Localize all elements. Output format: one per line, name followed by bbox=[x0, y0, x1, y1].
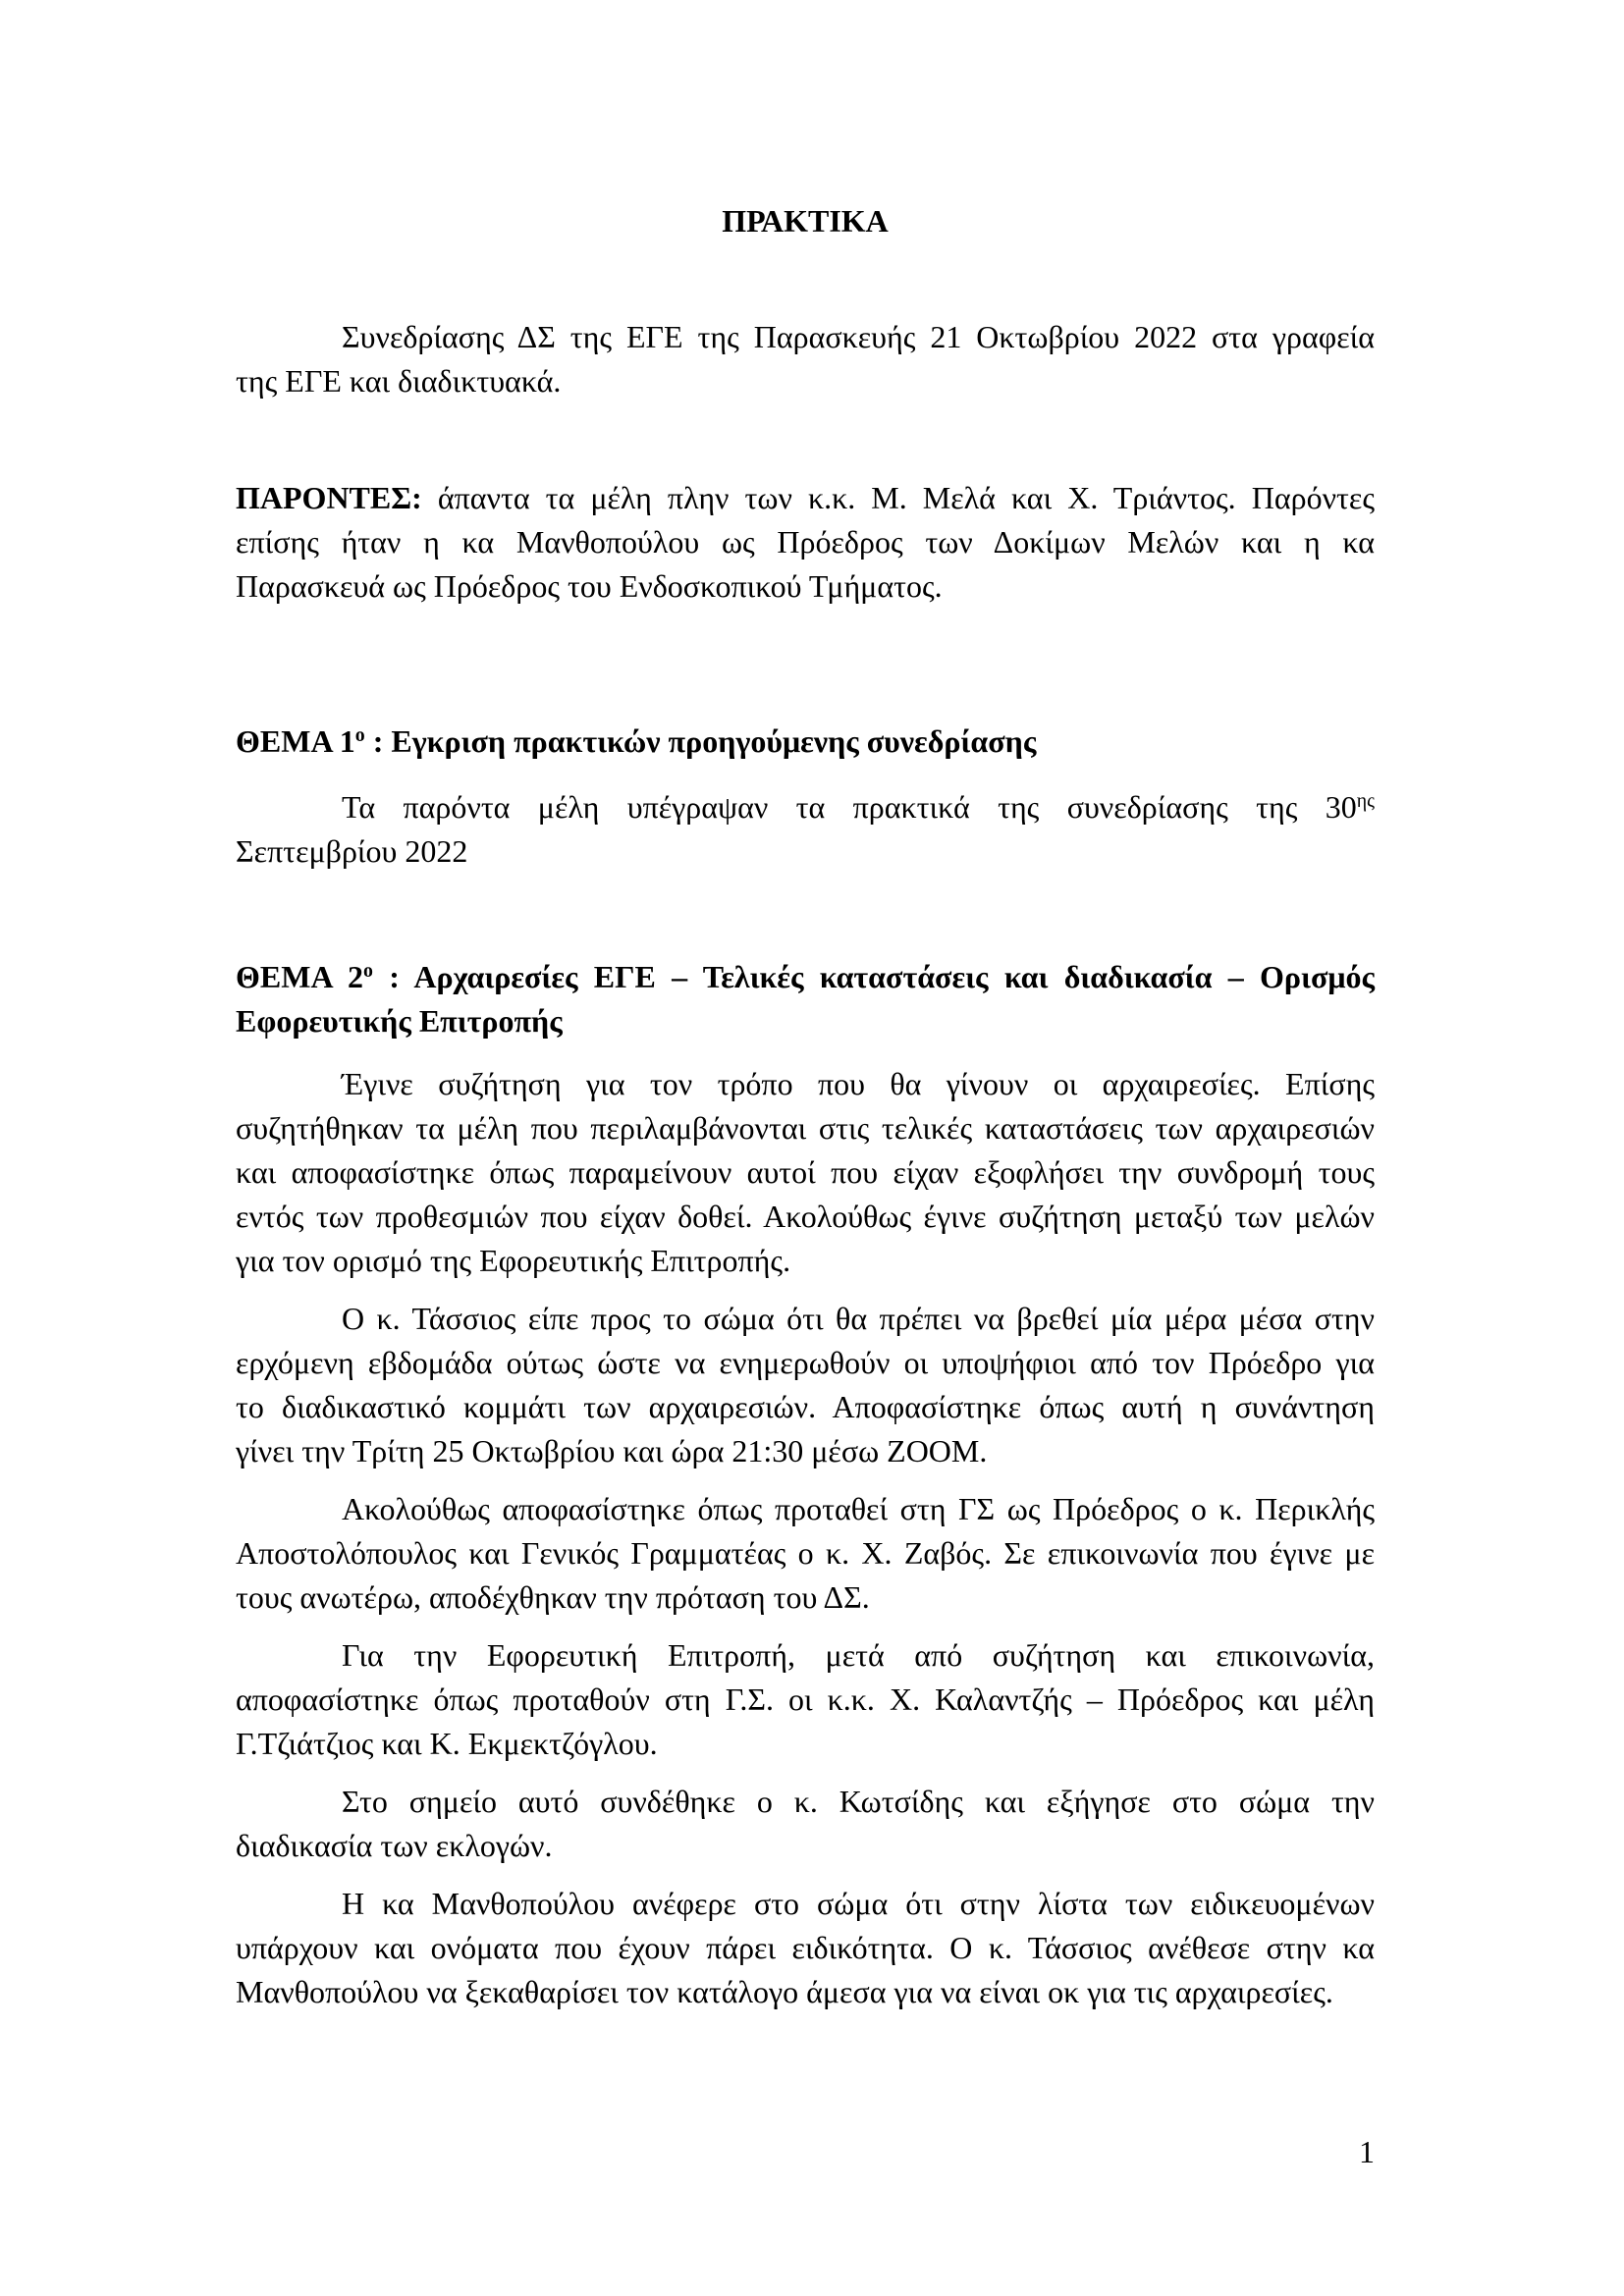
text-line: Γ.Τζιάτζιος και Κ. Εκμεκτζόγλου. bbox=[236, 1726, 658, 1761]
topic1-heading-text: : Εγκριση πρακτικών προηγούμενης συνεδρίασης bbox=[364, 723, 1037, 759]
paragraph bbox=[236, 1487, 1375, 1620]
text-line: τους ανωτέρω, αποδέχθηκαν την πρόταση του ΔΣ. bbox=[236, 1579, 870, 1615]
topic2-paragraphs bbox=[236, 1062, 1375, 2014]
topic2-heading-num: ΘΕΜΑ 2 bbox=[236, 959, 364, 994]
text-line: Σεπτεμβρίου 2022 bbox=[236, 833, 468, 869]
text-line: ερχόμενη εβδομάδα ούτως ώστε να ενημερωθούν οι υποψήφιοι από τον Πρόεδρο για bbox=[236, 1345, 1375, 1380]
text-line bbox=[236, 476, 1375, 520]
paragraph bbox=[236, 1062, 1375, 1283]
text-line: αποφασίστηκε όπως προταθούν στη Γ.Σ. οι κ.κ. Χ. Καλαντζής – Πρόεδρος και μέλη bbox=[236, 1682, 1375, 1717]
text-line: Εφορευτικής Επιτροπής bbox=[236, 1003, 563, 1039]
text-line: γίνει την Τρίτη 25 Οκτωβρίου και ώρα 21:30 μέσω ZOOM. bbox=[236, 1433, 988, 1468]
attendees-label: ΠΑΡΟΝΤΕΣ: bbox=[236, 480, 422, 515]
intro-paragraph bbox=[236, 315, 1375, 403]
text-line: Συνεδρίασης ΔΣ της ΕΓΕ της Παρασκευής 21 Οκτωβρίου 2022 στα γραφεία bbox=[342, 319, 1375, 354]
text-line: εντός των προθεσμιών που είχαν δοθεί. Ακολούθως έγινε συζήτηση μεταξύ των μελών bbox=[236, 1199, 1375, 1234]
text-line: Η κα Μανθοπούλου ανέφερε στο σώμα ότι στην λίστα των ειδικευομένων bbox=[342, 1886, 1375, 1921]
text-line: Ο κ. Τάσσιος είπε προς το σώμα ότι θα πρέπει να βρεθεί μία μέρα μέσα στην bbox=[342, 1301, 1375, 1336]
topic1-heading-num: ΘΕΜΑ 1 bbox=[236, 723, 355, 759]
text-line: το διαδικαστικό κομμάτι των αρχαιρεσιών. Αποφασίστηκε όπως αυτή η συνάντηση bbox=[236, 1389, 1375, 1424]
superscript: ο bbox=[354, 724, 365, 747]
text-line: Ακολούθως αποφασίστηκε όπως προταθεί στη ΓΣ ως Πρόεδρος ο κ. Περικλής bbox=[342, 1491, 1375, 1526]
text-line: επίσης ήταν η κα Μανθοπούλου ως Πρόεδρος των Δοκίμων Μελών και η κα bbox=[236, 524, 1375, 560]
text-line: Μανθοπούλου να ξεκαθαρίσει τον κατάλογο άμεσα για να είναι οκ για τις αρχαιρεσίες. bbox=[236, 1974, 1333, 2009]
text-line: για τον ορισμό της Εφορευτικής Επιτροπής. bbox=[236, 1243, 791, 1278]
paragraph bbox=[236, 1882, 1375, 2014]
attendees-text: άπαντα τα μέλη πλην των κ.κ. Μ. Μελά και Χ. Τριάντος. Παρόντες bbox=[421, 480, 1375, 515]
text-line: της ΕΓΕ και διαδικτυακά. bbox=[236, 363, 562, 399]
topic1-heading bbox=[236, 720, 1375, 764]
superscript: ο bbox=[363, 960, 373, 983]
superscript: ης bbox=[1356, 790, 1375, 813]
topic2-heading-text: : Αρχαιρεσίες ΕΓΕ – Τελικές καταστάσεις και διαδικασία – Ορισμός bbox=[372, 959, 1376, 994]
paragraph bbox=[236, 1297, 1375, 1473]
topic2-heading bbox=[236, 955, 1375, 1043]
text-line: Αποστολόπουλος και Γενικός Γραμματέας ο κ. Χ. Ζαβός. Σε επικοινωνία που έγινε με bbox=[236, 1535, 1375, 1571]
text-line: Παρασκευά ως Πρόεδρος του Ενδοσκοπικού Τμήματος. bbox=[236, 568, 943, 604]
text-line: Έγινε συζήτηση για τον τρόπο που θα γίνουν οι αρχαιρεσίες. Επίσης bbox=[342, 1066, 1375, 1101]
topic1-body-text: Τα παρόντα μέλη υπέγραψαν τα πρακτικά της συνεδρίασης της 30 bbox=[342, 789, 1357, 825]
text-line: διαδικασία των εκλογών. bbox=[236, 1828, 553, 1863]
text-line: υπάρχουν και ονόματα που έχουν πάρει ειδικότητα. Ο κ. Τάσσιος ανέθεσε στην κα bbox=[236, 1930, 1375, 1965]
attendees-paragraph bbox=[236, 476, 1375, 609]
text-line bbox=[236, 785, 1375, 829]
text-line bbox=[236, 955, 1375, 999]
paragraph bbox=[236, 1780, 1375, 1868]
text-line: και αποφασίστηκε όπως παραμείνουν αυτοί που είχαν εξοφλήσει την συνδρομή τους bbox=[236, 1154, 1375, 1190]
text-line: συζητήθηκαν τα μέλη που περιλαμβάνονται στις τελικές καταστάσεις των αρχαιρεσιών bbox=[236, 1110, 1375, 1146]
topic1-paragraph bbox=[236, 785, 1375, 874]
text-line: Για την Εφορευτική Επιτροπή, μετά από συζήτηση και επικοινωνία, bbox=[342, 1637, 1375, 1673]
paragraph bbox=[236, 1633, 1375, 1766]
text-line bbox=[236, 720, 1375, 764]
document-title: ΠΡΑΚΤΙΚΑ bbox=[722, 203, 889, 239]
text-line: Στο σημείο αυτό συνδέθηκε ο κ. Κωτσίδης και εξήγησε στο σώμα την bbox=[342, 1784, 1375, 1819]
page-number: 1 bbox=[1359, 2134, 1375, 2169]
